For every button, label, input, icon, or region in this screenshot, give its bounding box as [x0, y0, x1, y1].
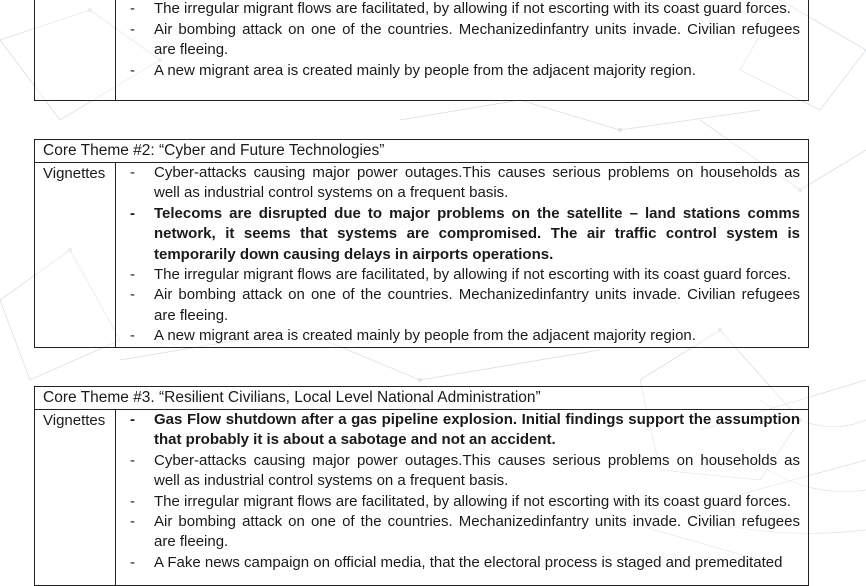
vignette-text: Air bombing attack on one of the countries. Mechanizedinfantry units invade. Civilian refugees are fleeing.: [154, 20, 800, 59]
vignettes-list-cell: [116, 410, 808, 585]
dash-bullet: -: [130, 0, 135, 18]
vignette-item: [116, 553, 800, 573]
vignette-item: [116, 20, 800, 61]
vignette-text: The irregular migrant flows are facilitated, by allowing if not escorting with its coast guard forces.: [154, 266, 791, 284]
vignette-text: Air bombing attack on one of the countries. Mechanizedinfantry units invade. Civilian refugees are fleeing.: [154, 286, 800, 324]
vignette-item: [116, 326, 800, 346]
vignette-text: A Fake news campaign on official media, that the electoral process is staged and premeditated: [154, 553, 783, 571]
core-theme-2-title: Core Theme #2: “Cyber and Future Technologies”: [35, 140, 808, 163]
core-theme-2-table: [34, 139, 809, 348]
vignettes-list-cell: [116, 0, 808, 100]
dash-bullet: -: [130, 286, 135, 304]
dash-bullet: -: [130, 164, 135, 181]
dash-bullet: -: [130, 411, 135, 428]
dash-bullet: -: [130, 553, 135, 571]
vignettes-list-cell: [116, 163, 808, 347]
dash-bullet: -: [130, 492, 135, 510]
vignette-item: [116, 492, 800, 512]
dash-bullet: -: [130, 327, 135, 345]
dash-bullet: -: [130, 266, 135, 284]
vignette-item: [116, 163, 800, 204]
dash-bullet: -: [130, 451, 135, 469]
vignette-list: [116, 0, 800, 81]
dash-bullet: -: [130, 513, 135, 531]
vignette-text: A new migrant area is created mainly by people from the adjacent majority region.: [154, 61, 696, 79]
vignette-text: A new migrant area is created mainly by people from the adjacent majority region.: [154, 327, 696, 345]
vignette-text: Telecoms are disrupted due to major problems on the satellite – land stations comms network, it seems that systems are compromised. The air traffic control system is temporarily down causing delays in airports operations.: [154, 204, 800, 263]
vignette-list: [116, 410, 800, 573]
dash-bullet: -: [130, 61, 135, 79]
vignettes-label-cell: [35, 0, 116, 100]
vignette-item: [116, 451, 800, 492]
vignettes-label: Vignettes: [35, 410, 116, 585]
vignettes-label: Vignettes: [35, 163, 116, 347]
dash-bullet: -: [130, 20, 135, 38]
vignette-item: [116, 0, 800, 20]
vignette-item: [116, 204, 800, 265]
vignette-text: Air bombing attack on one of the countries. Mechanizedinfantry units invade. Civilian refugees are fleeing.: [154, 513, 800, 551]
vignette-text: Gas Flow shutdown after a gas pipeline explosion. Initial findings support the assumption that probably it is about a sabotage and not an accident.: [154, 411, 800, 449]
vignette-item: [116, 410, 800, 451]
vignette-text: Cyber-attacks causing major power outages.This causes serious problems on households as well as industrial control systems on a frequent basis.: [154, 164, 800, 202]
vignette-text: Cyber-attacks causing major power outages.This causes serious problems on households as well as industrial control systems on a frequent basis.: [154, 451, 800, 490]
vignette-item: [116, 285, 800, 326]
dash-bullet: -: [130, 204, 135, 222]
core-theme-3-table: [34, 386, 809, 586]
vignette-text: The irregular migrant flows are facilitated, by allowing if not escorting with its coast guard forces.: [154, 492, 791, 510]
vignette-text: The irregular migrant flows are facilitated, by allowing if not escorting with its coast guard forces.: [154, 0, 791, 18]
vignette-item: [116, 265, 800, 285]
vignette-list: [116, 163, 800, 347]
vignette-item: [116, 61, 800, 81]
core-theme-3-title: Core Theme #3. “Resilient Civilians, Local Level National Administration”: [35, 387, 808, 410]
core-theme-1-table: [34, 0, 809, 101]
vignette-item: [116, 512, 800, 553]
